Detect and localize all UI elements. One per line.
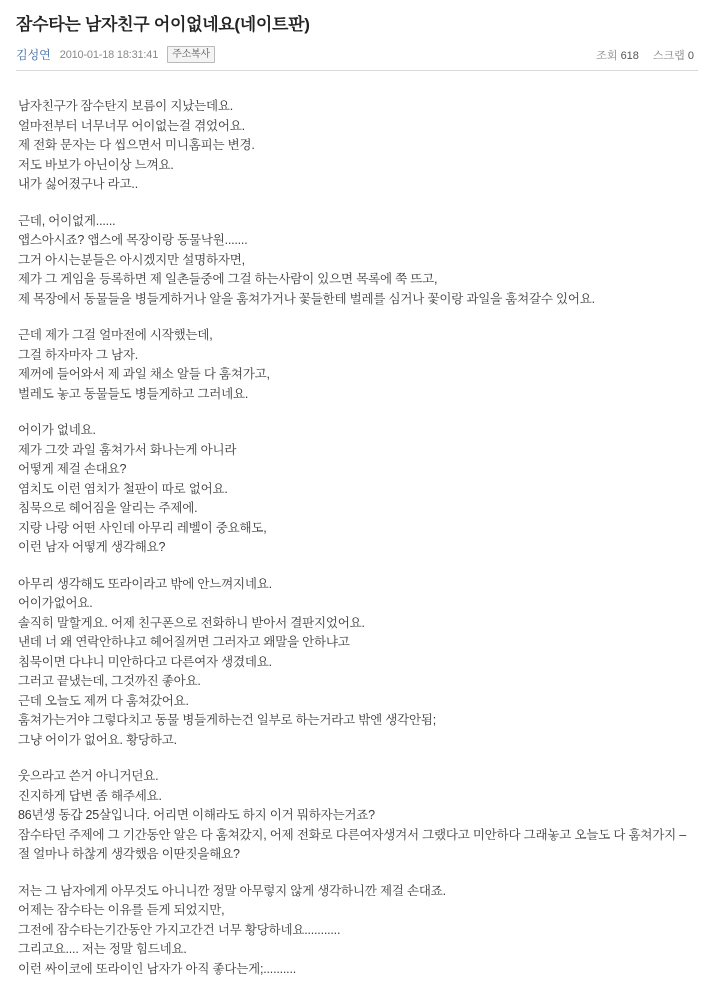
stat-scraps-label: 스크랩 — [652, 49, 685, 62]
post-meta-row — [16, 46, 698, 71]
stat-views — [596, 47, 639, 63]
post-paragraph — [18, 97, 696, 195]
post-line: 웃으라고 쓴거 아니거던요. — [18, 769, 159, 783]
post-line: 제 목장에서 동물들을 병들게하거나 알을 훔쳐가거나 꽃들한테 벌레를 심거나 꽃이랑 과일을 훔쳐갈수 있어요. — [18, 291, 595, 306]
post-paragraph — [18, 421, 696, 558]
post-line: 어이가 없네요. — [18, 423, 96, 437]
post-line: 근데 오늘도 제꺼 다 훔쳐갔어요. — [18, 693, 189, 708]
post-line: 저는 그 남자에게 아무것도 아니니깐 정말 아무렇지 않게 생각하니깐 제걸 손대죠. — [18, 883, 446, 898]
post-line: 그전에 잠수타는기간동안 가지고간건 너무 황당하네요........... — [18, 922, 341, 937]
stat-views-value: 618 — [620, 49, 639, 62]
post-line: 침묵으로 헤어짐을 알리는 주제에. — [18, 501, 198, 515]
post-line: 진지하게 답변 좀 해주세요. — [18, 788, 162, 803]
post-line: 내가 싫어졌구나 라고.. — [18, 177, 138, 191]
post-line: 제 전화 문자는 다 씹으면서 미니홈피는 변경. — [18, 138, 255, 152]
post-line: 솔직히 말할게요. 어제 친구폰으로 전화하니 받아서 결판지었어요. — [18, 615, 365, 630]
post-paragraph — [18, 575, 696, 751]
page-title: 잠수타는 남자친구 어이없네요(네이트판) — [16, 15, 310, 34]
post-line: 잠수타던 주제에 그 기간동안 알은 다 훔쳐갔지, 어제 전화로 다른여자생겨서 그랬다고 미안하다 그래놓고 오늘도 다 훔쳐가지 – — [18, 827, 687, 842]
post-line: 그걸 하자마자 그 남자. — [18, 347, 138, 362]
post-paragraph — [18, 767, 696, 865]
post-paragraph — [18, 326, 696, 404]
post-line: 이런 남자 어떻게 생각해요? — [18, 540, 166, 554]
stat-scraps — [653, 47, 694, 63]
post-paragraph — [18, 212, 696, 310]
post-line: 제가 그 게임을 등록하면 제 일촌들중에 그걸 하는사람이 있으면 목록에 쭉 뜨고, — [18, 272, 438, 286]
post-line: 낸데 너 왜 연락안하냐고 헤어질꺼면 그러자고 왜말을 안하냐고 — [18, 635, 350, 649]
post-line: 벌레도 놓고 동물들도 병들게하고 그러네요. — [18, 386, 249, 401]
post-paragraph — [18, 882, 696, 980]
post-line: 침묵이면 다냐니 미안하다고 다른여자 생겼데요. — [18, 654, 272, 669]
post-body — [0, 71, 714, 997]
post-line: 제가 그깟 과일 훔쳐가서 화나는게 아니라 — [18, 442, 237, 457]
copy-url-button[interactable]: 주소복사 — [167, 46, 215, 63]
post-line: 절 얼마나 하찮게 생각했음 이딴짓을해요? — [18, 847, 240, 861]
post-line: 지랑 나랑 어떤 사인데 아무리 레벨이 중요해도, — [18, 520, 267, 535]
post-header — [0, 0, 714, 71]
post-line: 그리고요.... 저는 정말 힘드네요. — [18, 942, 187, 956]
post-line: 86년생 동갑 25살입니다. 어리면 이해라도 하지 이거 뭐하자는거죠? — [18, 808, 375, 822]
post-author: 김성연 — [16, 48, 51, 62]
post-line: 염치도 이런 염치가 철판이 따로 없어요. — [18, 481, 228, 496]
post-stats — [596, 47, 698, 63]
post-line: 저도 바보가 아닌이상 느껴요. — [18, 157, 174, 172]
post-line: 훔쳐가는거야 그렇다치고 동물 병들게하는건 일부로 하는거라고 밖엔 생각안됨; — [18, 713, 437, 727]
post-line: 어이가없어요. — [18, 596, 93, 610]
post-line: 아무리 생각해도 또라이라고 밖에 안느껴지네요. — [18, 576, 272, 591]
post-line: 얼마전부터 너무너무 어이없는걸 겪었어요. — [18, 118, 245, 133]
post-meta-left — [16, 46, 215, 63]
post-line: 어제는 잠수타는 이유를 듣게 되었지만, — [18, 903, 225, 917]
post-date: 2010-01-18 18:31:41 — [59, 48, 159, 61]
post-line: 남자친구가 잠수탄지 보름이 지났는데요. — [18, 99, 233, 113]
post-line: 그거 아시는분들은 아시겠지만 설명하자면, — [18, 252, 245, 267]
stat-scraps-value: 0 — [687, 49, 694, 62]
post-line: 제꺼에 들어와서 제 과일 채소 알들 다 훔쳐가고, — [18, 367, 270, 381]
post-line: 앱스아시죠? 앱스에 목장이랑 동물낙원....... — [18, 233, 248, 247]
post-line: 그러고 끝냈는데, 그것까진 좋아요. — [18, 674, 201, 688]
post-line: 그냥 어이가 없어요. 황당하고. — [18, 732, 177, 747]
post-line: 이런 싸이코에 또라이인 남자가 아직 좋다는게;.......... — [18, 961, 296, 976]
stat-views-label: 조회 — [596, 49, 618, 62]
post-line: 근데 제가 그걸 얼마전에 시작했는데, — [18, 328, 213, 342]
post-line: 근데, 어이없게...... — [18, 213, 116, 228]
post-line: 어떻게 제걸 손대요? — [18, 462, 127, 476]
